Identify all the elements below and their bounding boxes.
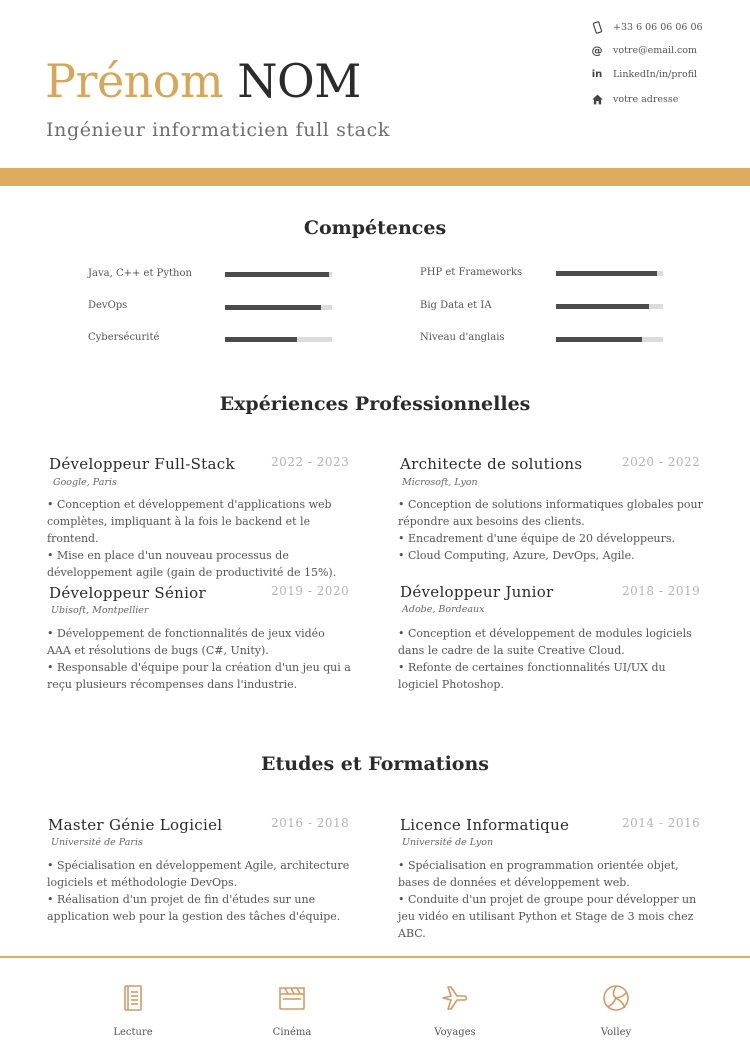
hobby-label: Cinéma	[272, 1027, 312, 1038]
skill-label: DevOps	[88, 300, 128, 311]
contact-linkedin[interactable]	[590, 65, 697, 83]
volleyball-icon	[601, 983, 631, 1013]
contact-phone-text: +33 6 06 06 06 06	[613, 21, 703, 33]
contact-phone[interactable]	[590, 18, 703, 36]
job-dates: 2022 - 2023	[271, 455, 350, 469]
job-description	[398, 625, 703, 693]
degree-title: Licence Informatique	[400, 816, 570, 834]
degree-description	[398, 857, 703, 942]
job-start: 2020	[622, 455, 655, 469]
job-bullet: • Mise en place d'un nouveau processus de développement agile (gain de productivité de 15%).	[47, 549, 337, 579]
job-description	[398, 496, 703, 564]
skill-label: Big Data et IA	[420, 300, 492, 311]
phone-icon	[590, 20, 604, 34]
job-dates: 2020 - 2022	[622, 455, 701, 469]
degree-end: 2018	[316, 816, 350, 830]
hobby-label: Volley	[600, 1027, 632, 1038]
degree-school: Université de Lyon	[402, 837, 494, 848]
skill-label: Java, C++ et Python	[88, 268, 192, 279]
skill-bar	[225, 337, 332, 342]
job-end: 2022	[667, 455, 701, 469]
job-dates: 2018 - 2019	[622, 584, 701, 598]
skill-bar	[225, 305, 332, 310]
degree-end: 2016	[667, 816, 701, 830]
job-title: Architecte de solutions	[400, 455, 583, 473]
degree-start: 2016	[271, 816, 304, 830]
skill-bar	[556, 337, 663, 342]
job-company: Ubisoft, Montpellier	[51, 605, 149, 616]
skill-bar	[556, 271, 663, 276]
degree-dates: 2016 - 2018	[271, 816, 350, 830]
job-bullet: • Développement de fonctionnalités de jeux vidéo AAA et résolutions de bugs (C#, Unity).	[47, 627, 325, 657]
contact-address	[590, 90, 678, 108]
hobby-volley	[566, 983, 666, 1038]
full-name	[45, 52, 361, 110]
skill-bar-fill	[225, 305, 321, 310]
job-title: Développeur Junior	[400, 583, 554, 601]
skills-title: Compétences	[303, 217, 447, 239]
skill-bar-fill	[556, 271, 657, 276]
degree-description	[47, 857, 352, 925]
job-description	[47, 496, 352, 581]
header-accent-bar	[0, 168, 750, 186]
job-end: 2019	[667, 584, 701, 598]
degree-bullet: • Conduite d'un projet de groupe pour développer un jeu vidéo en utilisant Python et Stage de 3 mois chez ABC.	[398, 893, 697, 940]
skill-label: PHP et Frameworks	[420, 267, 523, 278]
hobby-label: Lecture	[113, 1027, 153, 1038]
job-title: Développeur Sénior	[49, 584, 206, 602]
job-bullet: • Encadrement d'une équipe de 20 développeurs.	[398, 532, 676, 545]
job-company: Microsoft, Lyon	[402, 477, 478, 488]
hobby-voyages	[405, 983, 505, 1038]
job-company: Google, Paris	[53, 477, 117, 488]
degree-bullet: • Spécialisation en développement Agile, architecture logiciels et méthodologie DevOps.	[47, 859, 350, 889]
footer-divider	[0, 956, 750, 958]
education-title: Etudes et Formations	[261, 753, 489, 775]
job-bullet: • Conception et développement d'applications web complètes, impliquant à la fois le backend et le frontend.	[47, 498, 332, 545]
job-start: 2022	[271, 455, 304, 469]
degree-bullet: • Spécialisation en programmation orientée objet, bases de données et développement web.	[398, 859, 679, 889]
linkedin-icon: in	[591, 68, 603, 80]
job-bullet: • Conception de solutions informatiques globales pour répondre aux besoins des clients.	[398, 498, 703, 528]
job-start: 2018	[622, 584, 655, 598]
contact-linkedin-text: LinkedIn/in/profil	[613, 68, 698, 80]
job-bullet: • Refonte de certaines fonctionnalités UI/UX du logiciel Photoshop.	[398, 661, 666, 691]
degree-bullet: • Réalisation d'un projet de fin d'études sur une application web pour la gestion des tâches d'équipe.	[47, 893, 341, 923]
job-start: 2019	[271, 584, 304, 598]
degree-start: 2014	[622, 816, 655, 830]
first-name: Prénom	[45, 54, 224, 108]
contact-email[interactable]	[590, 41, 697, 59]
job-bullet: • Conception et développement de modules logiciels dans le cadre de la suite Creative Cloud.	[398, 627, 692, 657]
job-bullet: • Responsable d'équipe pour la création d'un jeu qui a reçu plusieurs récompenses dans l'industrie.	[47, 661, 351, 691]
hobby-lecture	[83, 983, 183, 1038]
skill-bar-fill	[225, 337, 297, 342]
job-bullet: • Cloud Computing, Azure, DevOps, Agile.	[398, 549, 635, 562]
airplane-icon	[440, 983, 470, 1013]
last-name: NOM	[237, 54, 361, 108]
at-icon: @	[591, 43, 603, 57]
job-end: 2020	[316, 584, 350, 598]
skill-bar-fill	[556, 304, 649, 309]
contact-email-text: votre@email.com	[613, 44, 698, 56]
skill-label: Cybersécurité	[88, 332, 160, 343]
experience-title: Expériences Professionnelles	[219, 393, 531, 415]
job-company: Adobe, Bordeaux	[402, 604, 485, 615]
book-icon	[118, 983, 148, 1013]
degree-school: Université de Paris	[51, 837, 143, 848]
job-dates: 2019 - 2020	[271, 584, 350, 598]
degree-dates: 2014 - 2016	[622, 816, 701, 830]
contact-address-text: votre adresse	[613, 93, 679, 105]
degree-title: Master Génie Logiciel	[48, 816, 223, 834]
hobby-label: Voyages	[434, 1027, 476, 1038]
job-title: Développeur Full-Stack	[49, 455, 235, 473]
skill-bar-fill	[556, 337, 642, 342]
job-end: 2023	[316, 455, 350, 469]
skill-bar	[225, 272, 332, 277]
hobby-cinema	[242, 983, 342, 1038]
clapperboard-icon	[277, 983, 307, 1013]
skill-bar-fill	[225, 272, 329, 277]
skill-label: Niveau d'anglais	[420, 332, 505, 343]
job-title: Ingénieur informaticien full stack	[46, 119, 390, 141]
home-icon	[590, 92, 604, 106]
job-description	[47, 625, 352, 693]
skill-bar	[556, 304, 663, 309]
